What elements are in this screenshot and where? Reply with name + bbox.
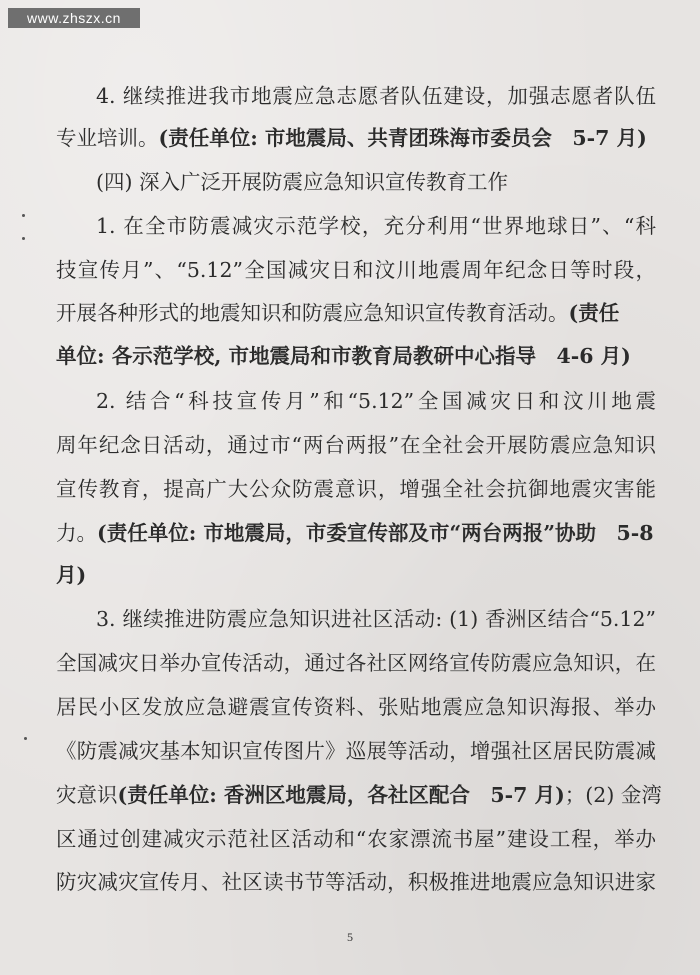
paragraph-2-line-3: [56, 299, 656, 327]
paragraph-4-line-1: 3. 继续推进防震应急知识进社区活动: (1) 香洲区结合“5.12”: [96, 607, 656, 631]
paragraph-4-line-7: 防灾减灾宣传月、社区读书节等活动，积极推进地震应急知识进家: [56, 870, 656, 894]
paragraph-3-line-1: 2. 结合“科技宣传月”和“5.12”全国减灾日和汶川地震: [96, 389, 656, 413]
paragraph-4-line-5: [56, 781, 662, 809]
paragraph-2-line-1: 1. 在全市防震减灾示范学校，充分利用“世界地球日”、“科: [96, 214, 656, 238]
paragraph-3-line-2: 周年纪念日活动，通过市“两台两报”在全社会开展防震应急知识: [56, 433, 656, 457]
scan-speck: [22, 237, 25, 240]
paragraph-2-text: 开展各种形式的地震知识和防震应急知识宣传教育活动。: [56, 301, 569, 325]
paragraph-4-line-6: 区通过创建减灾示范社区活动和“农家漂流书屋”建设工程，举办: [56, 827, 656, 851]
paragraph-1-line-2: [56, 124, 656, 152]
paragraph-2-line-2: 技宣传月”、“5.12”全国减灾日和汶川地震周年纪念日等时段，: [56, 258, 656, 282]
responsibility-note: (责任单位: 香洲区地震局，各社区配合 5-7 月): [117, 783, 565, 807]
responsibility-note: (责任单位: 市地震局，市委宣传部及市“两台两报”协助 5-8: [97, 521, 654, 545]
section-heading: (四) 深入广泛开展防震应急知识宣传教育工作: [96, 170, 509, 194]
watermark: www.zhszx.cn: [8, 8, 140, 28]
paragraph-4-line-4: 《防震减灾基本知识宣传图片》巡展等活动，增强社区居民防震减: [56, 739, 656, 763]
paragraph-1-text: 专业培训。: [56, 126, 159, 150]
paragraph-3-line-3: 宣传教育，提高广大公众防震意识，增强全社会抗御地震灾害能: [56, 477, 656, 501]
responsibility-note-end: 月): [56, 563, 87, 587]
paragraph-3-text: 力。: [56, 521, 97, 545]
responsibility-note: (责任单位: 市地震局、共青团珠海市委员会 5-7 月): [158, 126, 647, 150]
paragraph-3-line-4: [56, 519, 656, 547]
paragraph-4-line-2: 全国减灾日举办宣传活动，通过各社区网络宣传防震应急知识，在: [56, 651, 656, 675]
page-number: 5: [347, 930, 353, 944]
paragraph-4-text: 灾意识: [56, 783, 118, 807]
scan-speck: [24, 737, 27, 740]
responsibility-note: 单位: 各示范学校, 市地震局和市教育局教研中心指导 4-6 月): [56, 344, 631, 368]
responsibility-note-start: (责任: [568, 301, 620, 325]
paragraph-4-line-3: 居民小区发放应急避震宣传资料、张贴地震应急知识海报、举办: [56, 695, 656, 719]
scan-speck: [22, 214, 25, 217]
paragraph-4-tail: ；(2) 金湾: [564, 783, 662, 807]
paragraph-1-line-1: 4. 继续推进我市地震应急志愿者队伍建设，加强志愿者队伍: [96, 84, 656, 108]
